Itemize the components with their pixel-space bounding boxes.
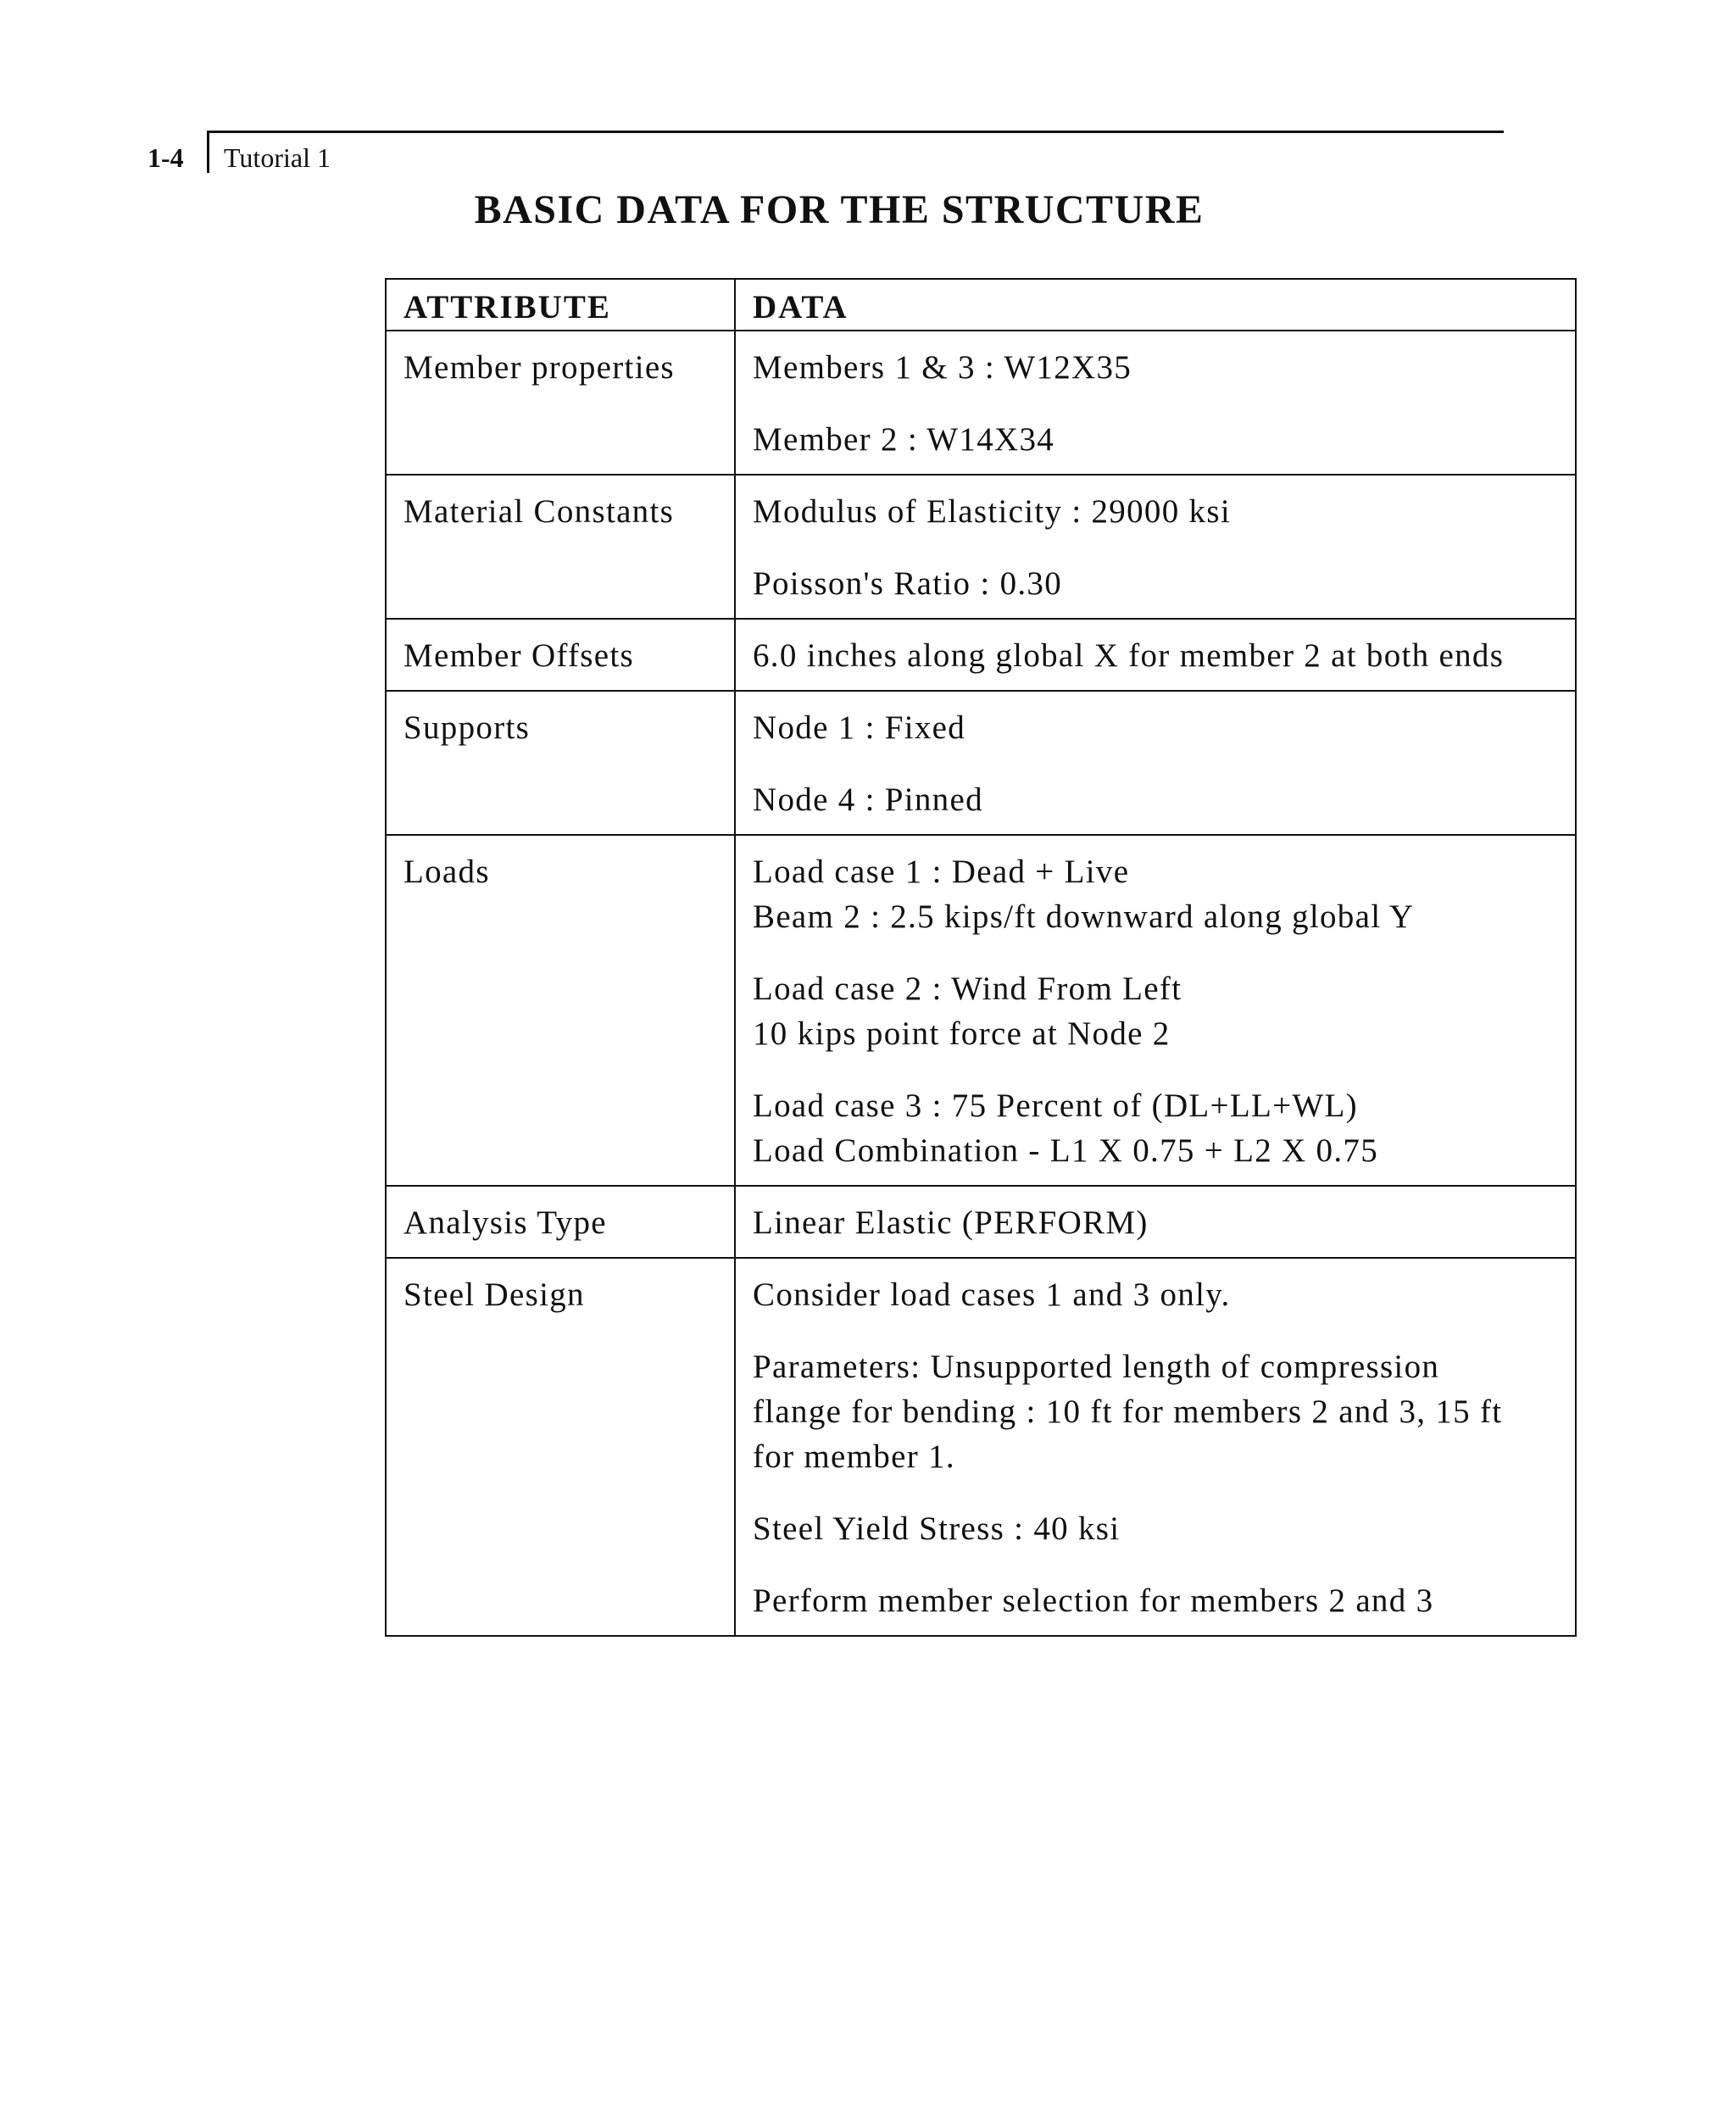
- data-paragraph: [753, 345, 1558, 390]
- table-row: [386, 1258, 1576, 1636]
- page-header: [0, 0, 1736, 186]
- data-cell: [735, 1258, 1576, 1636]
- data-paragraph: [753, 1200, 1558, 1245]
- data-line: flange for bending : 10 ft for members 2 and 3, 15 ft: [753, 1393, 1503, 1430]
- data-paragraph: [753, 1272, 1558, 1317]
- table-row: [386, 475, 1576, 619]
- section-label: Tutorial 1: [224, 142, 331, 173]
- data-line: Node 4 : Pinned: [753, 781, 983, 818]
- data-line: Consider load cases 1 and 3 only.: [753, 1276, 1231, 1313]
- column-header-data: DATA: [735, 279, 1576, 331]
- data-line: Members 1 & 3 : W12X35: [753, 349, 1132, 386]
- data-paragraph: [753, 1506, 1558, 1551]
- data-line: Linear Elastic (PERFORM): [753, 1204, 1149, 1241]
- data-line: Parameters: Unsupported length of compression: [753, 1349, 1440, 1385]
- data-line: 10 kips point force at Node 2: [753, 1015, 1171, 1052]
- data-cell: [735, 1186, 1576, 1258]
- data-paragraph: [753, 1344, 1558, 1479]
- data-line: 6.0 inches along global X for member 2 at both ends: [753, 637, 1505, 674]
- table-row: [386, 691, 1576, 835]
- data-line: Modulus of Elasticity : 29000 ksi: [753, 493, 1231, 530]
- table-row: [386, 331, 1576, 475]
- header-divider-vertical: [207, 131, 209, 173]
- data-line: Node 1 : Fixed: [753, 709, 966, 746]
- data-paragraph: [753, 489, 1558, 534]
- data-line: Load case 2 : Wind From Left: [753, 971, 1182, 1007]
- data-line: Load Combination - L1 X 0.75 + L2 X 0.75: [753, 1132, 1379, 1169]
- header-rule: [207, 131, 1504, 133]
- data-line: Steel Yield Stress : 40 ksi: [753, 1510, 1121, 1547]
- data-cell: [735, 691, 1576, 835]
- table-row: [386, 1186, 1576, 1258]
- data-line: Load case 1 : Dead + Live: [753, 854, 1130, 890]
- data-paragraph: [753, 561, 1558, 606]
- data-line: Member 2 : W14X34: [753, 421, 1055, 458]
- data-paragraph: [753, 1083, 1558, 1173]
- column-header-attribute: ATTRIBUTE: [386, 279, 735, 331]
- attribute-cell: Member Offsets: [386, 619, 735, 691]
- attribute-cell: Member properties: [386, 331, 735, 475]
- data-cell: [735, 331, 1576, 475]
- data-line: Perform member selection for members 2 and 3: [753, 1582, 1434, 1619]
- data-paragraph: [753, 633, 1558, 678]
- document-title: BASIC DATA FOR THE STRUCTURE: [474, 187, 1205, 232]
- data-paragraph: [753, 705, 1558, 750]
- data-line: Beam 2 : 2.5 kips/ft downward along global Y: [753, 898, 1415, 935]
- table-row: [386, 835, 1576, 1186]
- data-cell: [735, 835, 1576, 1186]
- attribute-cell: Steel Design: [386, 1258, 735, 1636]
- data-paragraph: [753, 777, 1558, 822]
- data-cell: [735, 619, 1576, 691]
- attribute-cell: Loads: [386, 835, 735, 1186]
- table-header-row: [386, 279, 1576, 331]
- basic-data-table: [385, 278, 1577, 1637]
- table-row: [386, 619, 1576, 691]
- data-line: Poisson's Ratio : 0.30: [753, 565, 1063, 602]
- data-line: for member 1.: [753, 1438, 955, 1475]
- attribute-cell: Supports: [386, 691, 735, 835]
- data-paragraph: [753, 966, 1558, 1056]
- data-line: Load case 3 : 75 Percent of (DL+LL+WL): [753, 1087, 1358, 1124]
- page-number: 1-4: [147, 142, 184, 173]
- data-paragraph: [753, 1578, 1558, 1623]
- attribute-cell: Material Constants: [386, 475, 735, 619]
- data-paragraph: [753, 417, 1558, 462]
- attribute-cell: Analysis Type: [386, 1186, 735, 1258]
- data-paragraph: [753, 849, 1558, 939]
- table-body: [386, 331, 1576, 1636]
- data-cell: [735, 475, 1576, 619]
